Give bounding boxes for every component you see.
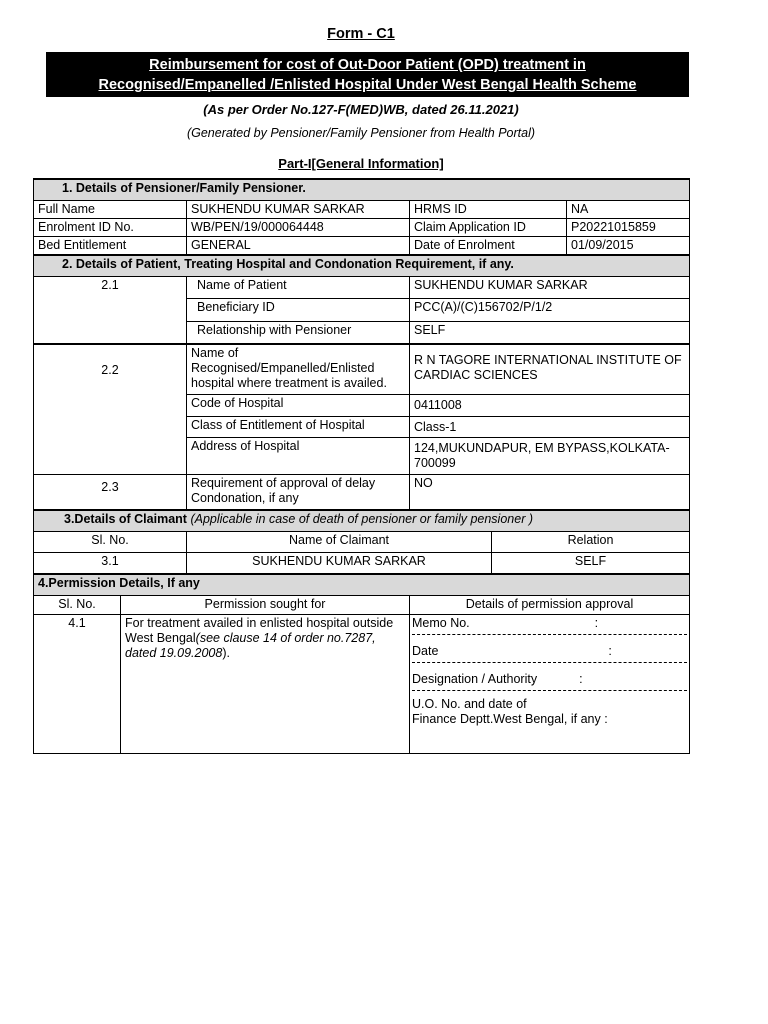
claimant-name: SUKHENDU KUMAR SARKAR [187, 553, 492, 575]
hospital-code-label: Code of Hospital [187, 395, 410, 417]
bed-entitlement-label: Bed Entitlement [34, 237, 187, 256]
generated-note: (Generated by Pensioner/Family Pensioner from Health Portal) [186, 126, 536, 140]
section-3-heading-bold: 3.Details of Claimant [64, 512, 187, 526]
date-of-enrolment-label: Date of Enrolment [410, 237, 567, 256]
section-2-3-number: 2.3 [34, 475, 187, 511]
hospital-code-value: 0411008 [410, 395, 690, 417]
delay-condonation-value: NO [410, 475, 690, 511]
hospital-name-value: R N TAGORE INTERNATIONAL INSTITUTE OF CARDIAC SCIENCES [410, 344, 690, 395]
claimant-col-relation: Relation [492, 532, 690, 553]
bed-entitlement-value: GENERAL [187, 237, 410, 256]
class-label: Class of Entitlement of Hospital [187, 417, 410, 438]
table-row [34, 532, 690, 553]
permission-approval-details [410, 615, 690, 754]
memo-line [412, 616, 687, 631]
date-line [412, 644, 687, 659]
enrolment-label: Enrolment ID No. [34, 219, 187, 237]
claimant-col-sl: Sl. No. [34, 532, 187, 553]
memo-label: Memo No. [412, 616, 470, 630]
table-row [34, 596, 690, 615]
permission-col-sought: Permission sought for [121, 596, 410, 615]
uo-line-1: U.O. No. and date of [412, 697, 527, 711]
section-2-1-number: 2.1 [34, 277, 187, 345]
divider [412, 634, 687, 635]
divider [412, 662, 687, 663]
beneficiary-id-value: PCC(A)/(C)156702/P/1/2 [410, 299, 690, 321]
claim-id-value: P20221015859 [567, 219, 690, 237]
delay-condonation-label: Requirement of approval of delay Condonation, if any [187, 475, 410, 511]
claimant-relation: SELF [492, 553, 690, 575]
permission-col-details: Details of permission approval [410, 596, 690, 615]
order-reference: (As per Order No.127-F(MED)WB, dated 26.11.2021) [203, 102, 519, 117]
permission-sought-end: ). [222, 646, 230, 660]
memo-colon: : [594, 616, 599, 630]
divider [412, 690, 687, 691]
approval-date-label: Date [412, 644, 439, 658]
section-2-2-number: 2.2 [34, 344, 187, 475]
designation-line [412, 672, 687, 687]
section-2-heading: 2. Details of Patient, Treating Hospital and Condonation Requirement, if any. [34, 255, 690, 277]
relationship-value: SELF [410, 321, 690, 344]
claim-form-table [33, 178, 690, 754]
hospital-name-label: Name of Recognised/Empanelled/Enlisted hospital where treatment is availed. [187, 344, 410, 395]
permission-sl: 4.1 [34, 615, 121, 754]
patient-name-value: SUKHENDU KUMAR SARKAR [410, 277, 690, 299]
address-value: 124,MUKUNDAPUR, EM BYPASS,KOLKATA-700099 [410, 438, 690, 475]
table-row [34, 553, 690, 575]
section-2-header [34, 255, 690, 277]
patient-name-label: Name of Patient [187, 277, 410, 299]
table-row [34, 344, 690, 395]
enrolment-value: WB/PEN/19/000064448 [187, 219, 410, 237]
permission-col-sl: Sl. No. [34, 596, 121, 615]
banner-line-2: Recognised/Empanelled /Enlisted Hospital Under West Bengal Health Scheme [98, 77, 637, 93]
section-1-heading: 1. Details of Pensioner/Family Pensioner. [34, 179, 690, 201]
class-value: Class-1 [410, 417, 690, 438]
date-colon: : [608, 644, 612, 658]
beneficiary-id-label: Beneficiary ID [187, 299, 410, 321]
designation-colon: : [579, 672, 583, 686]
table-row [34, 475, 690, 511]
form-banner [46, 52, 689, 97]
claimant-col-name: Name of Claimant [187, 532, 492, 553]
table-row [34, 237, 690, 256]
section-3-heading-note: (Applicable in case of death of pensioner or family pensioner ) [190, 512, 533, 526]
relationship-label: Relationship with Pensioner [187, 321, 410, 344]
table-row [34, 615, 690, 754]
full-name-label: Full Name [34, 201, 187, 219]
section-4-heading: 4.Permission Details, If any [34, 574, 690, 596]
permission-sought-clause: (see clause 14 of order no.7287, dated 19.09.2008 [125, 631, 376, 660]
section-4-header [34, 574, 690, 596]
table-row [34, 277, 690, 299]
form-title: Form - C1 [327, 26, 395, 42]
uo-line-2: Finance Deptt.West Bengal, if any : [412, 712, 608, 726]
full-name-value: SUKHENDU KUMAR SARKAR [187, 201, 410, 219]
section-3-header [34, 510, 690, 532]
designation-label: Designation / Authority [412, 672, 538, 686]
claimant-sl: 3.1 [34, 553, 187, 575]
address-label: Address of Hospital [187, 438, 410, 475]
section-3-heading [34, 510, 690, 532]
part-title: Part-I[General Information] [278, 156, 444, 171]
date-of-enrolment-value: 01/09/2015 [567, 237, 690, 256]
table-row [34, 201, 690, 219]
section-1-header [34, 179, 690, 201]
permission-sought-text [121, 615, 410, 754]
permission-sought-main: For treatment availed in enlisted hospital outside West Bengal [125, 616, 394, 645]
hrms-label: HRMS ID [410, 201, 567, 219]
table-row [34, 219, 690, 237]
banner-line-1: Reimbursement for cost of Out-Door Patient (OPD) treatment in [149, 57, 586, 73]
claim-id-label: Claim Application ID [410, 219, 567, 237]
hrms-value: NA [567, 201, 690, 219]
